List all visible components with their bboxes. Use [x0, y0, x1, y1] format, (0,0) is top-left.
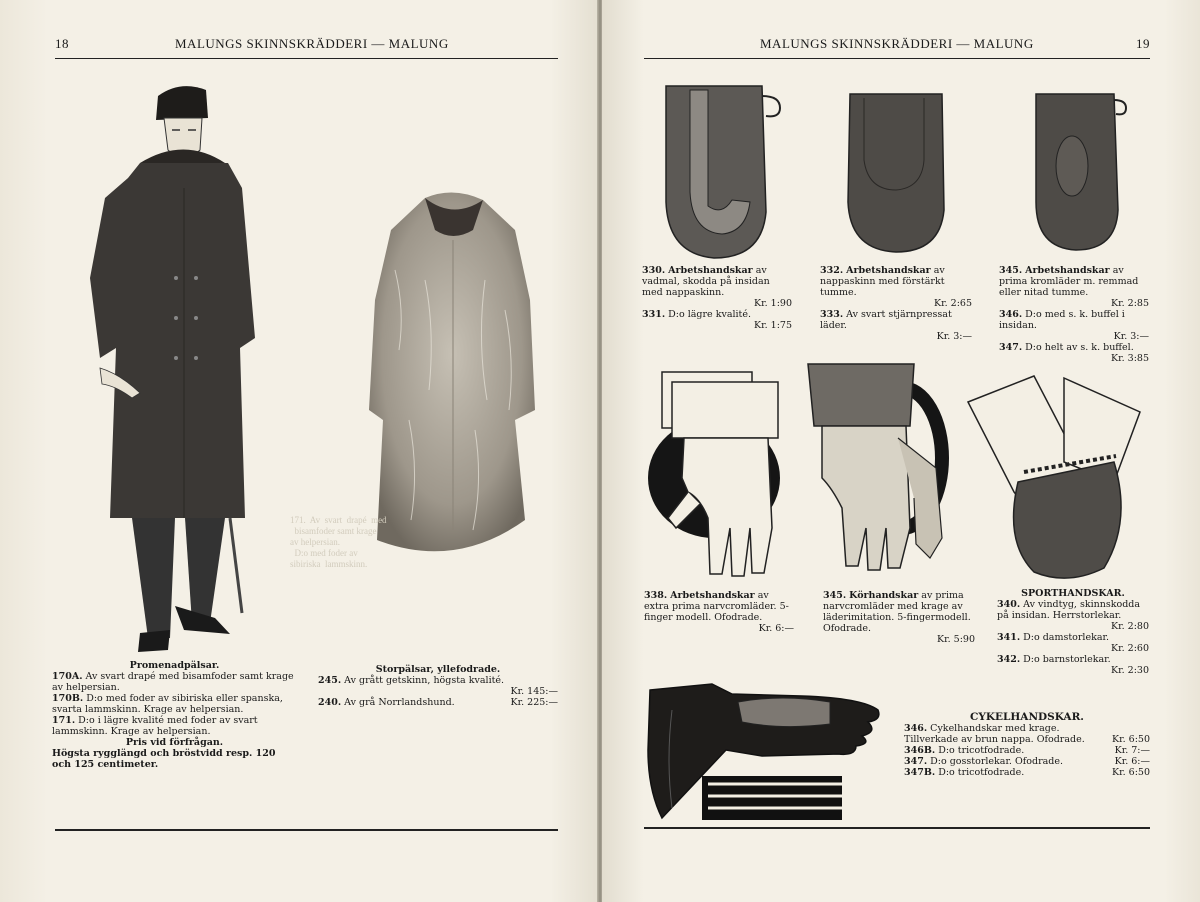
promenad-item-170b: 170B. D:o med foder av sibiriska eller spanska, svarta lammskinn. Krage av helpersian.: [52, 693, 283, 715]
cap-331-price: Kr. 1:75: [754, 320, 792, 331]
sport-heading: SPORTHANDSKAR.: [1021, 588, 1125, 599]
mitten-illustration: [964, 372, 1144, 587]
right-page: [602, 0, 1200, 902]
cap-338-line: 338. Arbetshandskar av extra prima narvcromläder. 5-finger modell. Ofodrade.: [644, 590, 789, 623]
cap-346-line: 346. D:o med s. k. buffel i insidan.: [999, 309, 1125, 331]
mitten-illustration: [662, 82, 787, 262]
mitten-illustration: [844, 90, 949, 255]
page-header-right: MALUNGS SKINNSKRÄDDERI — MALUNG: [760, 36, 1034, 51]
promenad-price-note: Pris vid förfrågan.: [125, 737, 224, 748]
cykel-346b-line: 346B. D:o tricotfodrade. Kr. 7:—: [904, 745, 1150, 756]
cap-330-line-1: 330. Arbetshandskar av vadmal, skodda på insidan med nappaskinn.: [642, 265, 770, 298]
cap-330-price-1: Kr. 1:90: [754, 298, 792, 309]
page-header-left: MALUNGS SKINNSKRÄDDERI — MALUNG: [175, 36, 449, 51]
storpalsar-price-245: Kr. 145:—: [510, 686, 558, 697]
cap-345a-price: Kr. 2:85: [1111, 298, 1149, 309]
mitten-illustration: [1032, 90, 1132, 255]
storpalsar-heading: Storpälsar, yllefodrade.: [375, 664, 501, 675]
cap-332-price: Kr. 2:65: [934, 298, 972, 309]
left-page: [0, 0, 598, 902]
sport-341-price: Kr. 2:60: [1111, 643, 1149, 654]
promenad-item-170a: 170A. Av svart drapé med bisamfoder samt krage av helpersian.: [52, 671, 294, 693]
caption-345a: [999, 265, 1149, 364]
header-rule-left: [55, 58, 558, 59]
sport-340-line: 340. Av vindtyg, skinnskodda på insidan. Herrstorlekar.: [997, 599, 1141, 621]
cap-345b-line: 345. Körhandskar av prima narvcromläder med krage av läderimitation. 5-fingermodell. Ofodrade.: [823, 590, 971, 634]
cap-331-line: 331. D:o lägre kvalité.: [642, 309, 752, 320]
fur-coat-illustration: [365, 190, 540, 570]
cap-347-line: 347. D:o helt av s. k. buffel.: [999, 342, 1134, 353]
footer-rule-left: [55, 829, 558, 831]
cap-345b-price: Kr. 5:90: [937, 634, 975, 645]
caption-332: [820, 265, 972, 342]
cap-346-price: Kr. 3:—: [1113, 331, 1149, 342]
cap-333-line: 333. Av svart stjärnpressat läder.: [820, 309, 952, 331]
caption-cykelhandskar: [904, 712, 1150, 778]
cykel-heading: CYKELHANDSKAR.: [970, 711, 1084, 723]
caption-sporthandskar: [997, 588, 1149, 676]
sport-340-price: Kr. 2:80: [1111, 621, 1149, 632]
caption-330: [642, 265, 792, 331]
caption-storpalsar: [318, 664, 558, 708]
cap-338-price: Kr. 6:—: [758, 623, 794, 634]
sport-342-line: 342. D:o barnstorlekar.: [997, 654, 1111, 665]
page-number-right: 19: [1136, 36, 1150, 51]
promenad-footnote: Högsta rygglängd och bröstvidd resp. 120 och 125 centimeter.: [52, 748, 276, 770]
coat-man-illustration: [80, 78, 280, 658]
footer-rule-right: [644, 827, 1150, 829]
storpalsar-item-240: 240. Av grå Norrlandshund. Kr. 225:—: [318, 697, 558, 708]
sport-341-line: 341. D:o damstorlekar.: [997, 632, 1110, 643]
cykel-347-line: 347. D:o gosstorlekar. Ofodrade. Kr. 6:—: [904, 756, 1150, 767]
promenad-heading: Promenadpälsar.: [129, 660, 220, 671]
ghost-text-left: 171. Av svart drapé med bisamfoder samt krage av helpersian. D:o med foder av sibiriska lammskinn.: [290, 515, 387, 569]
cap-345a-line: 345. Arbetshandskar av prima kromläder m. remmad eller nitad tumme.: [999, 265, 1139, 298]
promenad-item-171: 171. D:o i lägre kvalité med foder av svart lammskinn. Krage av helpersian.: [52, 715, 258, 737]
glove-illustration: [802, 358, 952, 578]
caption-338: [644, 590, 794, 634]
cykel-346-line: 346. Cykelhandskar med krage. Tillverkade av brun nappa. Ofodrade. Kr. 6:50: [904, 723, 1150, 745]
caption-345b: [823, 590, 975, 645]
page-number-left: 18: [55, 36, 69, 51]
caption-promenadpalsar: [52, 660, 297, 770]
storpalsar-item-245: 245. Av grått getskinn, högsta kvalité.: [318, 675, 505, 686]
sport-342-price: Kr. 2:30: [1111, 665, 1149, 676]
cap-347-price: Kr. 3:85: [1111, 353, 1149, 364]
cap-332-line: 332. Arbetshandskar av nappaskinn med förstärkt tumme.: [820, 265, 945, 298]
gauntlet-illustration: [642, 680, 882, 825]
glove-illustration: [648, 368, 798, 583]
cykel-347b-line: 347B. D:o tricotfodrade. Kr. 6:50: [904, 767, 1150, 778]
header-rule-right: [644, 58, 1150, 59]
cap-333-price: Kr. 3:—: [936, 331, 972, 342]
